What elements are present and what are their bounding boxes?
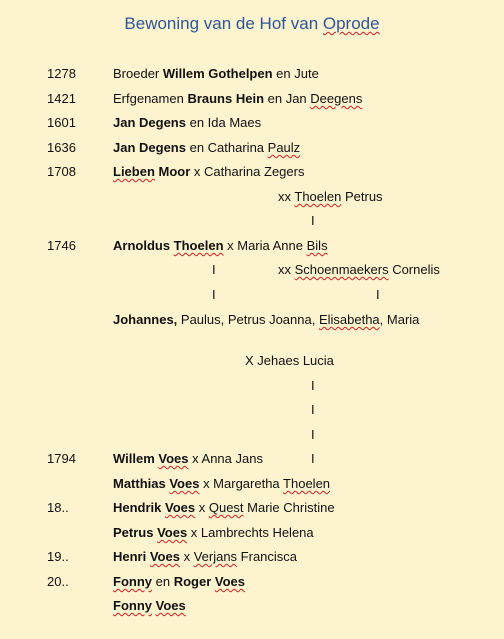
- descent-line: I: [212, 262, 216, 277]
- entry-1278: Broeder Willem Gothelpen en Jute: [113, 66, 319, 81]
- entry-1601: Jan Degens en Ida Maes: [113, 115, 262, 130]
- year-1601: 1601: [47, 115, 76, 130]
- entry-18xx: Hendrik Voes x Quest Marie Christine: [113, 500, 335, 515]
- descent-line: I: [311, 451, 315, 466]
- entry-petrus: Petrus Voes x Lambrechts Helena: [113, 525, 314, 540]
- year-20xx: 20..: [47, 574, 69, 589]
- year-1708: 1708: [47, 164, 76, 179]
- entry-1708: Lieben Moor x Catharina Zegers: [113, 164, 305, 179]
- entry-fonny-voes: Fonny Voes: [113, 598, 186, 613]
- entry-20xx: Fonny en Roger Voes: [113, 574, 245, 589]
- year-1746: 1746: [47, 238, 76, 253]
- title-place: Oprode: [322, 14, 380, 33]
- title-prefix: Bewoning van de Hof van: [124, 14, 323, 33]
- entry-1746: Arnoldus Thoelen x Maria Anne Bils: [113, 238, 328, 253]
- entry-jehaes: X Jehaes Lucia: [245, 353, 334, 368]
- descent-line: I: [311, 427, 315, 442]
- entry-matthias: Matthias Voes x Margaretha Thoelen: [113, 476, 331, 491]
- entry-1421: Erfgenamen Brauns Hein en Jan Deegens: [113, 91, 363, 106]
- descent-line: I: [311, 213, 315, 228]
- descent-line: I: [376, 287, 380, 302]
- entry-1636: Jan Degens en Catharina Paulz: [113, 140, 301, 155]
- descent-line: I: [212, 287, 216, 302]
- year-1278: 1278: [47, 66, 76, 81]
- year-1421: 1421: [47, 91, 76, 106]
- descent-line: I: [311, 378, 315, 393]
- year-19xx: 19..: [47, 549, 69, 564]
- year-1794: 1794: [47, 451, 76, 466]
- entry-19xx: Henri Voes x Verjans Francisca: [113, 549, 298, 564]
- entry-children: Johannes, Paulus, Petrus Joanna, Elisabetha, Maria: [113, 312, 420, 327]
- year-1636: 1636: [47, 140, 76, 155]
- entry-1794: Willem Voes x Anna Jans: [113, 451, 263, 466]
- entry-schoenmaekers: xx Schoenmaekers Cornelis: [278, 262, 440, 277]
- year-18xx: 18..: [47, 500, 69, 515]
- descent-line: I: [311, 402, 315, 417]
- entry-thoelen-petrus: xx Thoelen Petrus: [278, 189, 383, 204]
- page-title: [0, 13, 504, 35]
